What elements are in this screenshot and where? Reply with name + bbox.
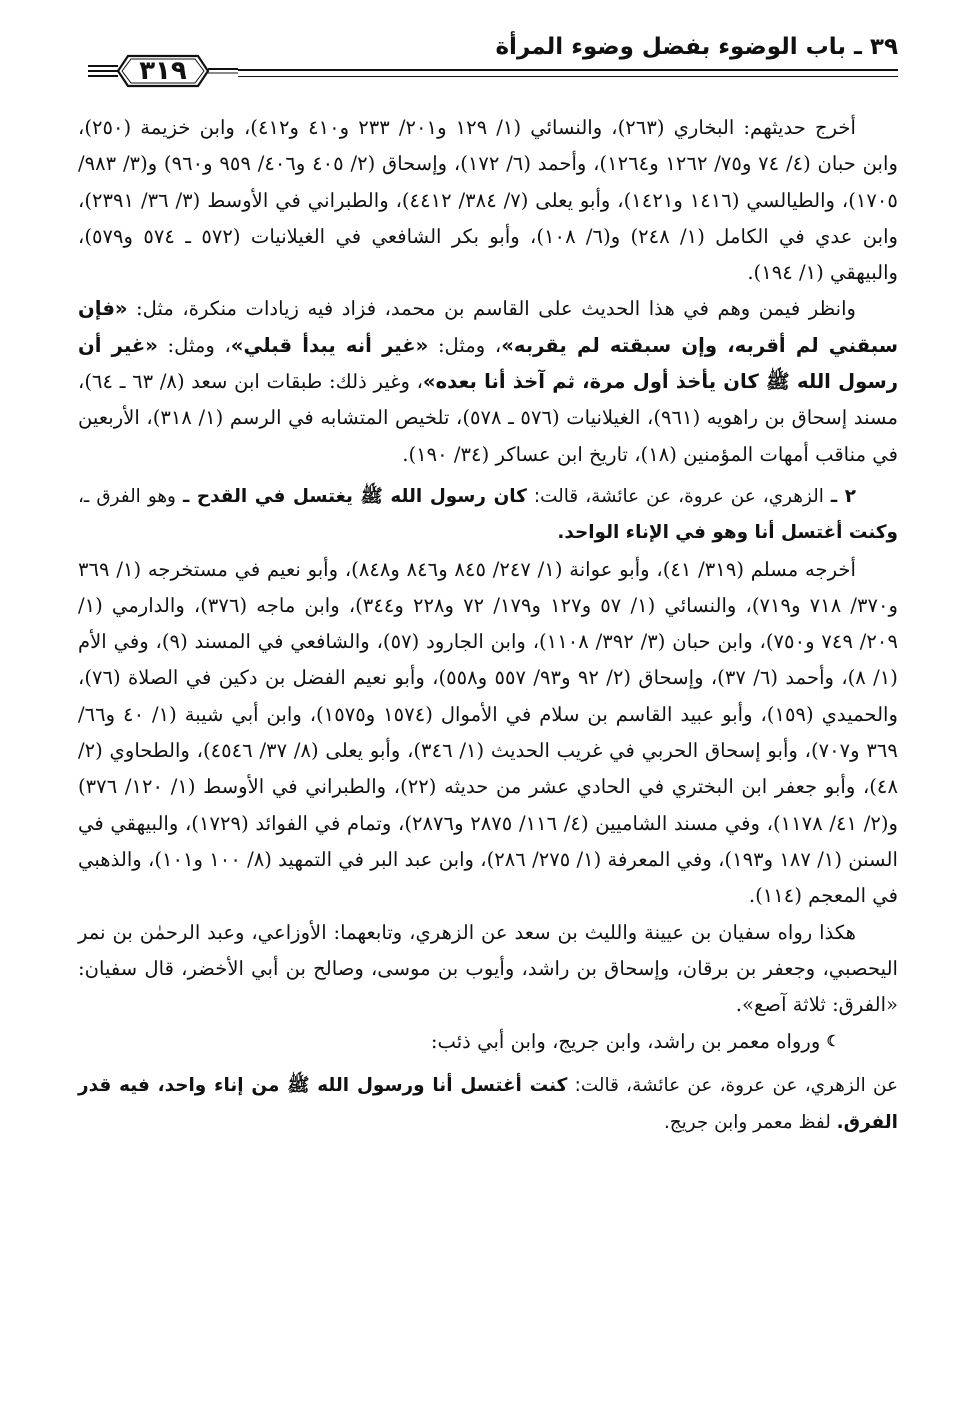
header-rule [238, 69, 898, 77]
hadith-matn-2: وكنت أغتسل أنا وهو في الإناء الواحد. [557, 522, 898, 544]
page-number-badge [88, 50, 238, 94]
hadith-matn-1: كان رسول الله ﷺ يغتسل في القدح ـ [182, 485, 527, 507]
narrators-paragraph: هكذا رواه سفيان بن عيينة والليث بن سعد عن الزهري، وتابعهما: الأوزاعي، وعبد الرحمٰن بن نمر اليحصبي، وجعفر بن برقان، وإسحاق بن راشد، وأيوب بن موسى، وصالح بن أبي الأخضر، قال سفيان: «الفرق: ثلاثة آصع». [78, 920, 898, 1017]
variant-chain: عن الزهري، عن عروة، عن عائشة، قالت: [567, 1074, 898, 1096]
variant-wording-note: لفظ معمر وابن جريج. [663, 1111, 837, 1133]
munkar-additions-paragraph [78, 291, 898, 472]
variant-hadith [78, 1067, 898, 1141]
quoted-addition-2: «غير أنه يبدأ قبلي» [230, 333, 429, 357]
page-number: ٣١٩ [139, 56, 187, 86]
takhrij-paragraph-2: أخرجه مسلم (٣١٩/ ٤١)، وأبو عوانة (١/ ٢٤٧/ ٨٤٥ و٨٤٦ و٨٤٨)، وأبو نعيم في مستخرجه (١/ ٣٦٩ و٣٧٠/ ٧١٨ و٧١٩)، والنسائي (١/ ٥٧ و١٢٧ و١٧٩/ ٧٢ و٢٢٨ و٣٤٤)، وابن ماجه (٣٧٦)، والدارمي (١/ ٢٠٩/ ٧٤٩ و٧٥٠)، وابن حبان (٣/ ٣٩٢/ ١١٠٨)، وابن الجارود (٥٧)، والشافعي في المسند (٩)، وفي الأم (١/ ٨)، وأحمد (٦/ ٣٧)، وإسحاق (٢/ ٩٢ و٩٣/ ٥٥٧ و٥٥٨)، وأبو نعيم الفضل بن دكين في الصلاة (٧٦)، والحميدي (١٥٩)، وأبو عبيد القاسم بن سلام في الأموال (١٥٧٤ و١٥٧٥)، وابن أبي شيبة (١/ ٤٠ و٦٦/ ٣٦٩ و٧٠٧)، وأبو إسحاق الحربي في غريب الحديث (١/ ٣٤٦)، وأبو يعلى (٨/ ٣٧/ ٤٥٤٦)، والطحاوي (٢/ ٤٨)، وأبو جعفر ابن البختري في الحادي عشر من حديثه (٢٢)، والطبراني في الأوسط (١/ ١٢٠/ ٣٧٦) و(٢/ ٤١/ ١١٧٨)، وفي مسند الشاميين (٤/ ١١٦/ ٢٨٧٥ و٢٨٧٦)، وتمام في الفوائد (١٧٢٩)، والبيهقي في السنن (١/ ١٨٧ و١٩٣)، وفي المعرفة (١/ ٢٧٥/ ٢٨٦)، وابن عبد البر في التمهيد (٨/ ١٠٠ و١٠١)، والذهبي في المعجم (١١٤). [78, 557, 899, 908]
book-page [78, 28, 898, 1388]
body-text [78, 110, 898, 1141]
connector-text-1: ، ومثل: [428, 333, 502, 357]
hadith-chain: الزهري، عن عروة، عن عائشة، قالت: [526, 485, 831, 507]
connector-text-2: ، ومثل: [157, 333, 231, 357]
quoted-addition-1: «فإن سبقني لم أقربه، وإن سبقته لم يقربه» [78, 297, 898, 357]
hadith-2 [78, 479, 898, 552]
chapter-title: ٣٩ ـ باب الوضوء بفضل وضوء المرأة [495, 34, 898, 60]
variant-matn: كنت أغتسل أنا ورسول الله ﷺ من إناء واحد، فيه قدر الفرق. [78, 1074, 898, 1133]
hadith-number: ٢ ـ [830, 485, 857, 507]
sources-list: ، وغير ذلك: طبقات ابن سعد (٨/ ٦٣ ـ ٦٤)، مسند إسحاق بن راهويه (٩٦١)، الغيلانيات (٥٧٦ ـ ٥٧٨)، تلخيص المتشابه في الرسم (١/ ٣١٨)، الأربعين في مناقب أمهات المؤمنين (١٨)، تاريخ ابن عساكر (٣٤/ ١٩٠). [78, 370, 898, 466]
quoted-addition-3: «غير أن رسول الله ﷺ كان يأخذ أول مرة، ثم آخذ أنا بعده» [78, 333, 898, 394]
running-header [78, 28, 898, 98]
variant-note [78, 1023, 898, 1060]
variant-note-text: ورواه معمر بن راشد، وابن جريج، وابن أبي ذئب: [430, 1030, 827, 1054]
paragraph-lead: وانظر فيمن وهم في هذا الحديث على القاسم بن محمد، فزاد فيه زيادات منكرة، مثل: [127, 297, 856, 321]
hadith-gloss: وهو الفرق ـ، [78, 485, 183, 507]
takhrij-paragraph-1: أخرج حديثهم: البخاري (٢٦٣)، والنسائي (١/ ١٢٩ و٢٠١/ ٢٣٣ و٤١٠ و٤١٢)، وابن خزيمة (٢٥٠)، وابن حبان (٤/ ٧٤ و٧٥/ ١٢٦٢ و١٢٦٤)، وأحمد (٦/ ١٧٢)، وإسحاق (٢/ ٤٠٥ و٤٠٦/ ٩٥٩ و٩٦٠) و(٣/ ٩٨٣/ ١٧٠٥)، والطيالسي (١٤١٦ و١٤٢١)، وأبو يعلى (٧/ ٣٨٤/ ٤٤١٢)، والطبراني في الأوسط (٣/ ٣٦/ ٢٣٩١)، وابن عدي في الكامل (١/ ٢٤٨) و(٦/ ١٠٨)، وأبو بكر الشافعي في الغيلانيات (٥٧٢ ـ ٥٧٤ و٥٧٩)، والبيهقي (١/ ١٩٤). [78, 116, 898, 285]
crescent-bullet-icon: ☾ [826, 1032, 840, 1051]
